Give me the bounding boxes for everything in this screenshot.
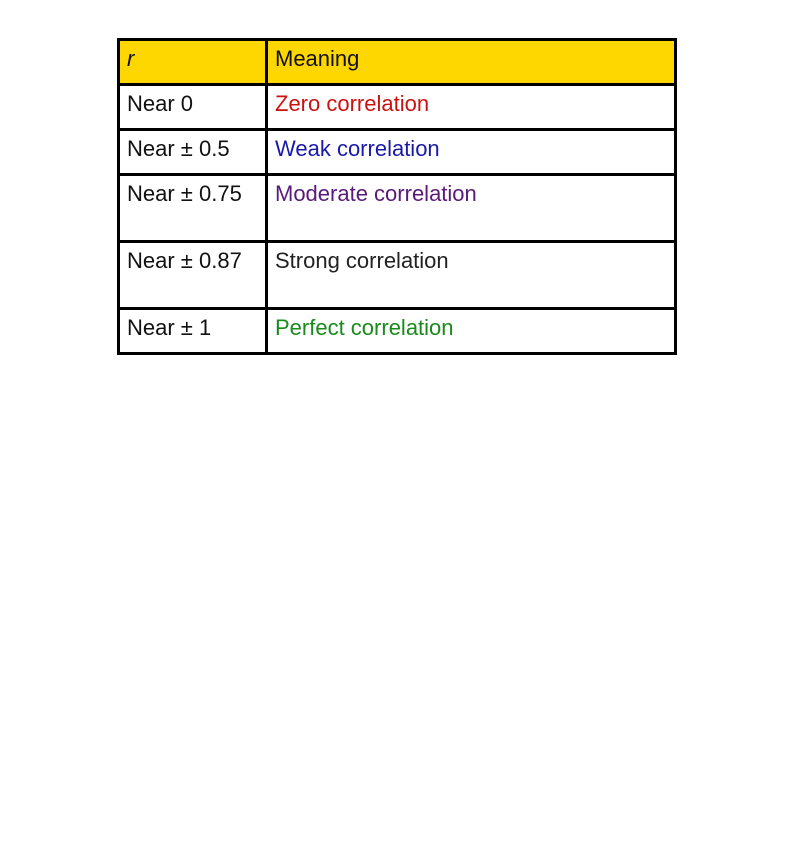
header-r: r [119,40,267,85]
header-meaning: Meaning [267,40,676,85]
meaning-value: Weak correlation [267,130,676,175]
r-value: Near 0 [119,85,267,130]
meaning-value: Strong correlation [267,242,676,309]
r-value: Near ± 0.87 [119,242,267,309]
correlation-table-container [117,38,674,355]
table-row [119,130,676,175]
r-value: Near ± 0.5 [119,130,267,175]
r-value: Near ± 1 [119,309,267,354]
meaning-value: Zero correlation [267,85,676,130]
table-row [119,175,676,242]
r-value: Near ± 0.75 [119,175,267,242]
table-row [119,242,676,309]
table-header-row [119,40,676,85]
correlation-table [117,38,677,355]
table-row [119,309,676,354]
table-row [119,85,676,130]
meaning-value: Perfect correlation [267,309,676,354]
meaning-value: Moderate correlation [267,175,676,242]
